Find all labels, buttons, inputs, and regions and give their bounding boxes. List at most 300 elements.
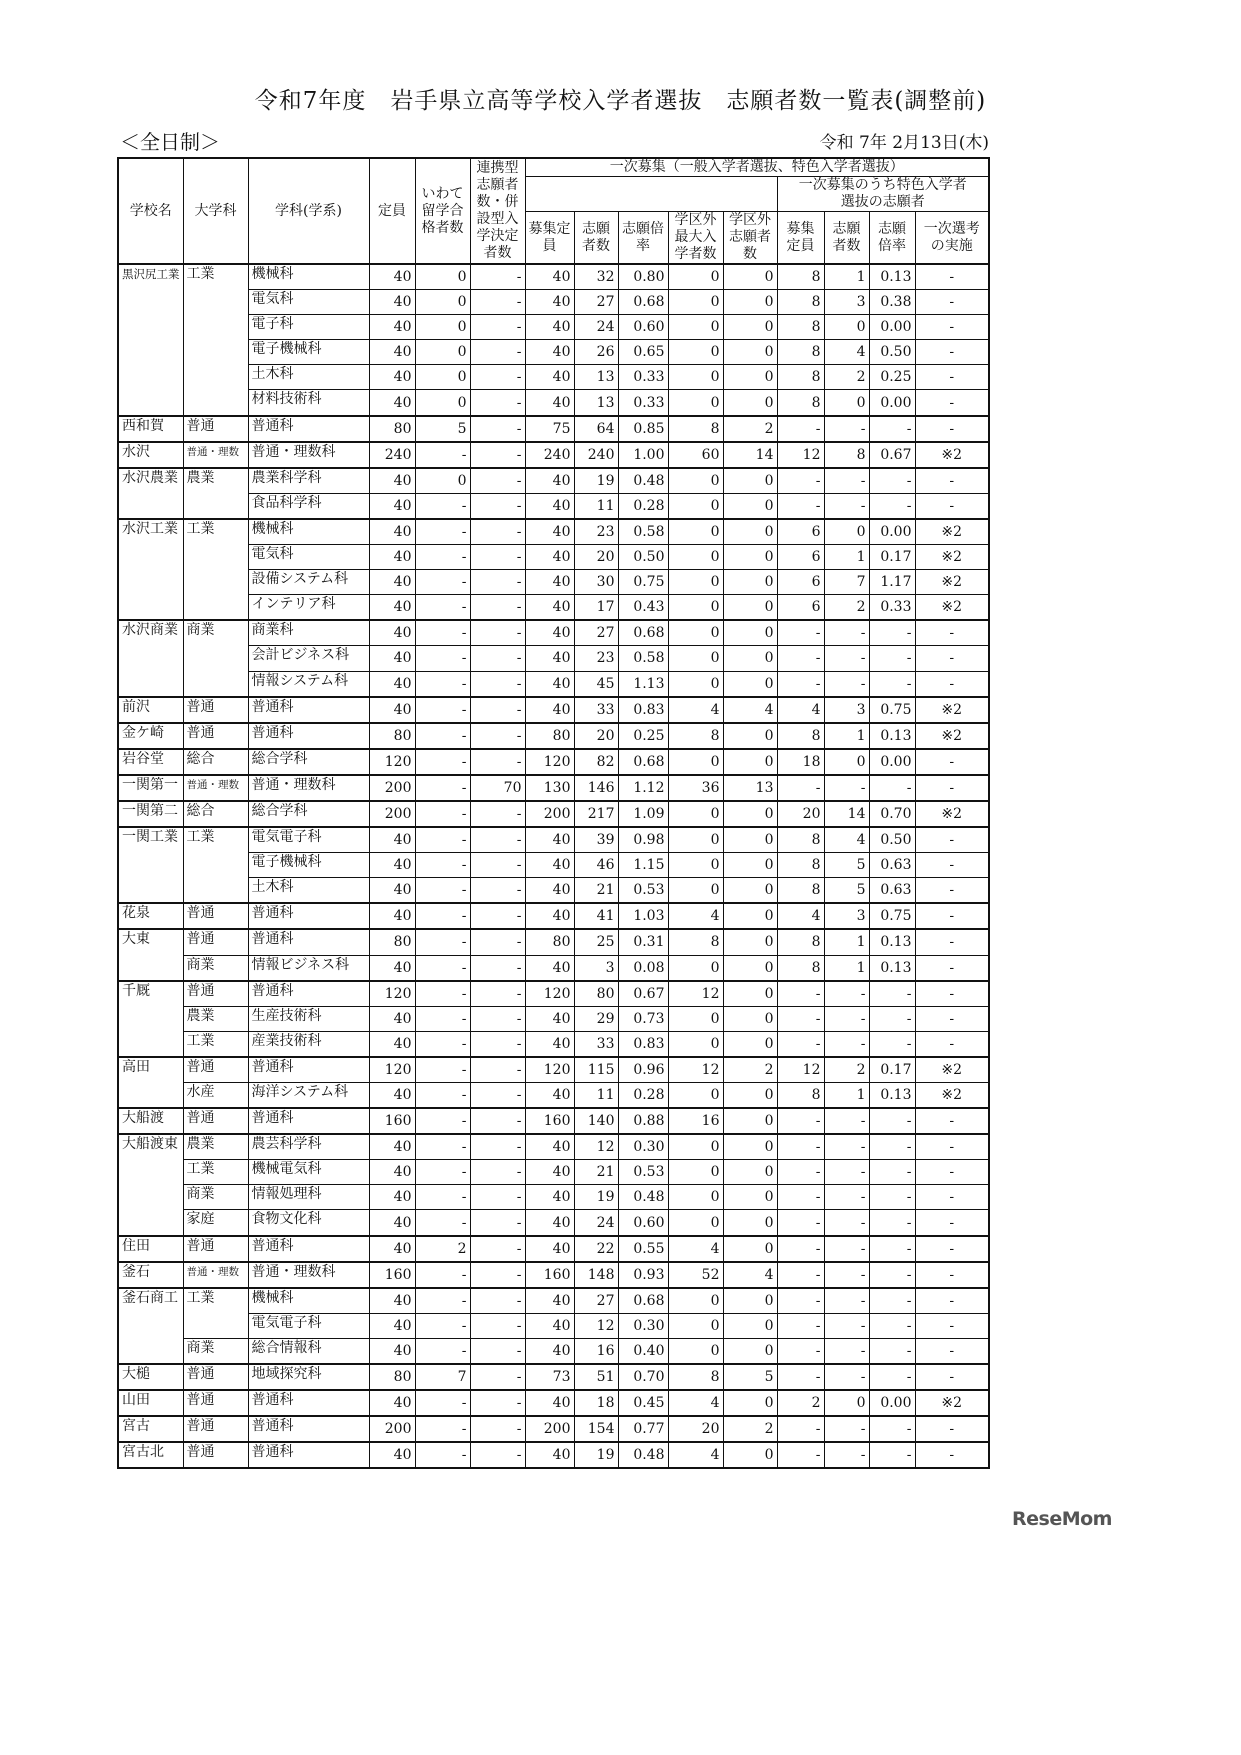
t-applicants-cell: 5 [824,878,869,904]
t-ratio-cell: 0.13 [869,929,915,955]
iwate-cell: - [415,903,470,929]
major-cell: 普通 [183,1057,248,1083]
recruit-cell: 40 [525,264,574,290]
t-recruit-cell: - [777,1185,824,1210]
table-row [118,416,989,442]
t-applicants-cell: - [824,468,869,494]
table-row [118,468,989,494]
iwate-cell: - [415,1442,470,1468]
outside-applicants-cell: 2 [723,1416,777,1442]
outside-max-cell: 0 [668,1006,723,1031]
outside-applicants-cell: 0 [723,1083,777,1109]
recruit-cell: 40 [525,827,574,853]
iwate-cell: - [415,1108,470,1134]
capacity-cell: 40 [369,1185,415,1210]
t-ratio-cell: - [869,1236,915,1262]
dept-cell: 普通科 [248,929,369,955]
major-cell: 普通 [183,929,248,955]
document-title: 令和7年度 岩手県立高等学校入学者選抜 志願者数一覧表(調整前) [254,88,987,114]
capacity-cell: 40 [369,1160,415,1185]
ratio-cell: 0.33 [618,390,668,416]
ratio-cell: 0.68 [618,290,668,315]
applicants-cell: 21 [574,1160,618,1185]
t-exam-cell: - [915,1313,989,1338]
outside-max-cell: 0 [668,749,723,775]
capacity-cell: 40 [369,365,415,390]
renkei-cell: - [470,1108,525,1134]
header-applicants: 志願者数 [574,212,618,265]
t-ratio-cell: 0.17 [869,1057,915,1083]
iwate-cell: - [415,1057,470,1083]
capacity-cell: 40 [369,620,415,646]
table-row [118,290,989,315]
dept-cell: 普通科 [248,416,369,442]
recruit-cell: 75 [525,416,574,442]
t-ratio-cell: - [869,1338,915,1364]
capacity-cell: 40 [369,1134,415,1160]
outside-applicants-cell: 0 [723,315,777,340]
ratio-cell: 0.68 [618,620,668,646]
applicants-cell: 41 [574,903,618,929]
iwate-cell: - [415,955,470,981]
ratio-cell: 0.60 [618,315,668,340]
major-cell: 普通 [183,1390,248,1416]
iwate-cell: - [415,1262,470,1288]
major-cell: 工業 [183,264,248,416]
t-recruit-cell: 6 [777,519,824,545]
applicants-cell: 27 [574,620,618,646]
applicants-cell: 23 [574,519,618,545]
t-recruit-cell: 6 [777,545,824,570]
capacity-cell: 40 [369,671,415,697]
applicants-cell: 32 [574,264,618,290]
header-iwate: いわて留学合格者数 [415,158,470,264]
ratio-cell: 0.80 [618,264,668,290]
table-row [118,1210,989,1236]
outside-applicants-cell: 2 [723,1057,777,1083]
t-recruit-cell: - [777,1006,824,1031]
outside-max-cell: 0 [668,1031,723,1057]
ratio-cell: 0.93 [618,1262,668,1288]
t-applicants-cell: 2 [824,1057,869,1083]
t-recruit-cell: 8 [777,365,824,390]
outside-max-cell: 0 [668,1288,723,1314]
school-name-cell: 宮古北 [118,1442,183,1468]
ratio-cell: 0.96 [618,1057,668,1083]
outside-max-cell: 0 [668,620,723,646]
ratio-cell: 1.00 [618,442,668,468]
outside-applicants-cell: 0 [723,1210,777,1236]
table-row [118,1338,989,1364]
capacity-cell: 40 [369,315,415,340]
header-first-recruit: 一次募集（一般入学者選抜、特色入学者選抜） [525,158,989,177]
ratio-cell: 0.40 [618,1338,668,1364]
capacity-cell: 160 [369,1262,415,1288]
iwate-cell: - [415,1185,470,1210]
t-applicants-cell: 1 [824,264,869,290]
outside-applicants-cell: 0 [723,264,777,290]
t-exam-cell: - [915,340,989,365]
ratio-cell: 1.13 [618,671,668,697]
major-cell: 商業 [183,620,248,696]
t-exam-cell: - [915,1108,989,1134]
t-applicants-cell: - [824,1006,869,1031]
recruit-cell: 40 [525,390,574,416]
outside-max-cell: 0 [668,955,723,981]
t-ratio-cell: 0.00 [869,1390,915,1416]
ratio-cell: 0.08 [618,955,668,981]
t-ratio-cell: 0.75 [869,903,915,929]
outside-applicants-cell: 0 [723,903,777,929]
t-exam-cell: - [915,671,989,697]
t-exam-cell: ※2 [915,595,989,621]
dept-cell: 電気電子科 [248,827,369,853]
capacity-cell: 120 [369,1057,415,1083]
table-row [118,775,989,801]
outside-max-cell: 12 [668,1057,723,1083]
iwate-cell: - [415,1006,470,1031]
outside-max-cell: 0 [668,545,723,570]
school-name-cell: 一関工業 [118,827,183,903]
outside-max-cell: 4 [668,697,723,723]
iwate-cell: - [415,697,470,723]
dept-cell: 商業科 [248,620,369,646]
t-applicants-cell: - [824,620,869,646]
outside-applicants-cell: 14 [723,442,777,468]
table-row [118,620,989,646]
dept-cell: 農芸科学科 [248,1134,369,1160]
dept-cell: 情報ビジネス科 [248,955,369,981]
ratio-cell: 0.75 [618,570,668,595]
header-t-ratio: 志願倍率 [869,212,915,265]
outside-applicants-cell: 0 [723,1031,777,1057]
renkei-cell: - [470,1236,525,1262]
dept-cell: 普通科 [248,981,369,1007]
recruit-cell: 40 [525,545,574,570]
major-cell: 普通 [183,981,248,1007]
table-row [118,853,989,878]
ratio-cell: 0.50 [618,545,668,570]
dept-cell: 普通科 [248,903,369,929]
t-recruit-cell: 18 [777,749,824,775]
ratio-cell: 0.85 [618,416,668,442]
applicants-cell: 18 [574,1390,618,1416]
recruit-cell: 40 [525,1236,574,1262]
applicants-cell: 19 [574,1185,618,1210]
applicants-cell: 17 [574,595,618,621]
table-row [118,827,989,853]
outside-applicants-cell: 0 [723,1160,777,1185]
table-row [118,1390,989,1416]
t-applicants-cell: - [824,1288,869,1314]
dept-cell: 普通・理数科 [248,775,369,801]
outside-applicants-cell: 0 [723,1338,777,1364]
t-exam-cell: - [915,1006,989,1031]
dept-cell: 土木科 [248,365,369,390]
dept-cell: 普通・理数科 [248,442,369,468]
outside-applicants-cell: 0 [723,545,777,570]
applicants-cell: 24 [574,315,618,340]
outside-applicants-cell: 0 [723,723,777,749]
applicants-cell: 25 [574,929,618,955]
header-t-applicants: 志願者数 [824,212,869,265]
iwate-cell: 5 [415,416,470,442]
resemom-logo: ReseMom [1012,1508,1112,1530]
dept-cell: 普通科 [248,1442,369,1468]
table-row [118,390,989,416]
outside-applicants-cell: 0 [723,1108,777,1134]
t-ratio-cell: - [869,620,915,646]
header-renkei: 連携型志願者数・併設型入学決定者数 [470,158,525,264]
t-exam-cell: - [915,749,989,775]
capacity-cell: 40 [369,955,415,981]
t-applicants-cell: - [824,1442,869,1468]
ratio-cell: 0.60 [618,1210,668,1236]
iwate-cell: - [415,545,470,570]
t-recruit-cell: - [777,468,824,494]
applicants-cell: 24 [574,1210,618,1236]
school-name-cell: 水沢農業 [118,468,183,519]
t-exam-cell: ※2 [915,1083,989,1109]
applicants-cell: 19 [574,1442,618,1468]
major-cell: 総合 [183,749,248,775]
dept-cell: 土木科 [248,878,369,904]
iwate-cell: - [415,1416,470,1442]
ratio-cell: 0.65 [618,340,668,365]
t-applicants-cell: 1 [824,955,869,981]
ratio-cell: 0.58 [618,519,668,545]
renkei-cell: - [470,290,525,315]
capacity-cell: 80 [369,723,415,749]
t-recruit-cell: 8 [777,723,824,749]
recruit-cell: 40 [525,468,574,494]
table-row [118,929,989,955]
capacity-cell: 200 [369,1416,415,1442]
school-name-cell: 釜石商工 [118,1288,183,1364]
renkei-cell: 70 [470,775,525,801]
ratio-cell: 0.30 [618,1134,668,1160]
major-cell: 普通 [183,697,248,723]
capacity-cell: 40 [369,697,415,723]
table-row [118,1236,989,1262]
capacity-cell: 40 [369,1288,415,1314]
ratio-cell: 0.83 [618,697,668,723]
t-ratio-cell: 0.63 [869,878,915,904]
outside-max-cell: 20 [668,1416,723,1442]
iwate-cell: 0 [415,290,470,315]
t-recruit-cell: - [777,1364,824,1390]
iwate-cell: - [415,620,470,646]
t-ratio-cell: - [869,1160,915,1185]
applicants-cell: 29 [574,1006,618,1031]
t-recruit-cell: 8 [777,264,824,290]
t-exam-cell: - [915,646,989,671]
dept-cell: 機械電気科 [248,1160,369,1185]
applicants-cell: 33 [574,697,618,723]
dept-cell: 機械科 [248,519,369,545]
capacity-cell: 40 [369,290,415,315]
iwate-cell: - [415,1160,470,1185]
applicants-cell: 80 [574,981,618,1007]
t-applicants-cell: - [824,1262,869,1288]
t-ratio-cell: - [869,1006,915,1031]
dept-cell: 電子機械科 [248,340,369,365]
t-exam-cell: - [915,264,989,290]
recruit-cell: 40 [525,1185,574,1210]
t-ratio-cell: 0.13 [869,955,915,981]
t-applicants-cell: - [824,493,869,519]
t-exam-cell: - [915,493,989,519]
t-exam-cell: - [915,1338,989,1364]
t-applicants-cell: - [824,646,869,671]
applicants-cell: 45 [574,671,618,697]
outside-applicants-cell: 0 [723,1390,777,1416]
outside-max-cell: 0 [668,264,723,290]
capacity-cell: 40 [369,545,415,570]
t-exam-cell: - [915,1262,989,1288]
dept-cell: 機械科 [248,1288,369,1314]
school-name-cell: 大東 [118,929,183,980]
t-exam-cell: - [915,1416,989,1442]
major-cell: 農業 [183,1134,248,1160]
table-row [118,671,989,697]
recruit-cell: 80 [525,723,574,749]
major-cell: 総合 [183,801,248,827]
t-ratio-cell: - [869,671,915,697]
iwate-cell: 0 [415,315,470,340]
applicants-cell: 20 [574,723,618,749]
capacity-cell: 200 [369,775,415,801]
renkei-cell: - [470,1210,525,1236]
renkei-cell: - [470,1390,525,1416]
iwate-cell: - [415,853,470,878]
applicants-cell: 146 [574,775,618,801]
outside-max-cell: 36 [668,775,723,801]
t-recruit-cell: 8 [777,390,824,416]
renkei-cell: - [470,853,525,878]
capacity-cell: 120 [369,749,415,775]
outside-max-cell: 0 [668,340,723,365]
school-name-cell: 大槌 [118,1364,183,1390]
recruit-cell: 40 [525,1006,574,1031]
capacity-cell: 240 [369,442,415,468]
dept-cell: 電気電子科 [248,1313,369,1338]
applicants-cell: 13 [574,390,618,416]
renkei-cell: - [470,416,525,442]
recruit-cell: 120 [525,1057,574,1083]
applicants-cell: 148 [574,1262,618,1288]
renkei-cell: - [470,1364,525,1390]
applicants-cell: 12 [574,1134,618,1160]
t-ratio-cell: - [869,1185,915,1210]
dept-cell: 電子科 [248,315,369,340]
dept-cell: 情報システム科 [248,671,369,697]
header-outside-applicants: 学区外志願者数 [723,212,777,265]
table-row [118,1108,989,1134]
t-recruit-cell: 4 [777,903,824,929]
dept-cell: 普通科 [248,1236,369,1262]
capacity-cell: 40 [369,1442,415,1468]
t-exam-cell: ※2 [915,1390,989,1416]
ratio-cell: 1.09 [618,801,668,827]
outside-max-cell: 0 [668,1185,723,1210]
ratio-cell: 0.98 [618,827,668,853]
school-name-cell: 宮古 [118,1416,183,1442]
dept-cell: 普通・理数科 [248,1262,369,1288]
applicants-cell: 13 [574,365,618,390]
table-row [118,1006,989,1031]
t-applicants-cell: 0 [824,519,869,545]
major-cell: 農業 [183,468,248,519]
outside-applicants-cell: 0 [723,1288,777,1314]
capacity-cell: 160 [369,1108,415,1134]
t-exam-cell: - [915,1288,989,1314]
renkei-cell: - [470,955,525,981]
header-outside-max: 学区外最大入学者数 [668,212,723,265]
major-cell: 商業 [183,955,248,981]
major-cell: 工業 [183,827,248,903]
t-exam-cell: - [915,1134,989,1160]
t-recruit-cell: 6 [777,570,824,595]
capacity-cell: 40 [369,595,415,621]
outside-applicants-cell: 0 [723,390,777,416]
recruit-cell: 40 [525,620,574,646]
major-cell: 普通 [183,1364,248,1390]
t-exam-cell: ※2 [915,697,989,723]
school-name-cell: 一関第一 [118,775,183,801]
table-row [118,340,989,365]
outside-max-cell: 0 [668,646,723,671]
t-ratio-cell: 0.13 [869,1083,915,1109]
dept-cell: 農業科学科 [248,468,369,494]
capacity-cell: 40 [369,853,415,878]
school-name-cell: 水沢商業 [118,620,183,696]
outside-applicants-cell: 4 [723,1262,777,1288]
t-ratio-cell: 0.13 [869,723,915,749]
dept-cell: 総合学科 [248,749,369,775]
capacity-cell: 40 [369,878,415,904]
t-exam-cell: - [915,903,989,929]
outside-max-cell: 0 [668,315,723,340]
outside-max-cell: 0 [668,1083,723,1109]
dept-cell: 普通科 [248,1108,369,1134]
iwate-cell: - [415,1031,470,1057]
capacity-cell: 40 [369,1338,415,1364]
applicants-table [117,157,990,1469]
outside-max-cell: 0 [668,1338,723,1364]
capacity-cell: 40 [369,390,415,416]
outside-applicants-cell: 0 [723,493,777,519]
t-applicants-cell: 1 [824,929,869,955]
table-row [118,801,989,827]
applicants-cell: 3 [574,955,618,981]
iwate-cell: 0 [415,390,470,416]
t-ratio-cell: 0.75 [869,697,915,723]
iwate-cell: - [415,646,470,671]
recruit-cell: 240 [525,442,574,468]
recruit-cell: 130 [525,775,574,801]
t-exam-cell: - [915,1031,989,1057]
dept-cell: 普通科 [248,1416,369,1442]
outside-applicants-cell: 0 [723,853,777,878]
t-exam-cell: - [915,1160,989,1185]
renkei-cell: - [470,723,525,749]
t-ratio-cell: - [869,1364,915,1390]
table-row [118,1031,989,1057]
iwate-cell: - [415,671,470,697]
table-row [118,1313,989,1338]
dept-cell: 産業技術科 [248,1031,369,1057]
